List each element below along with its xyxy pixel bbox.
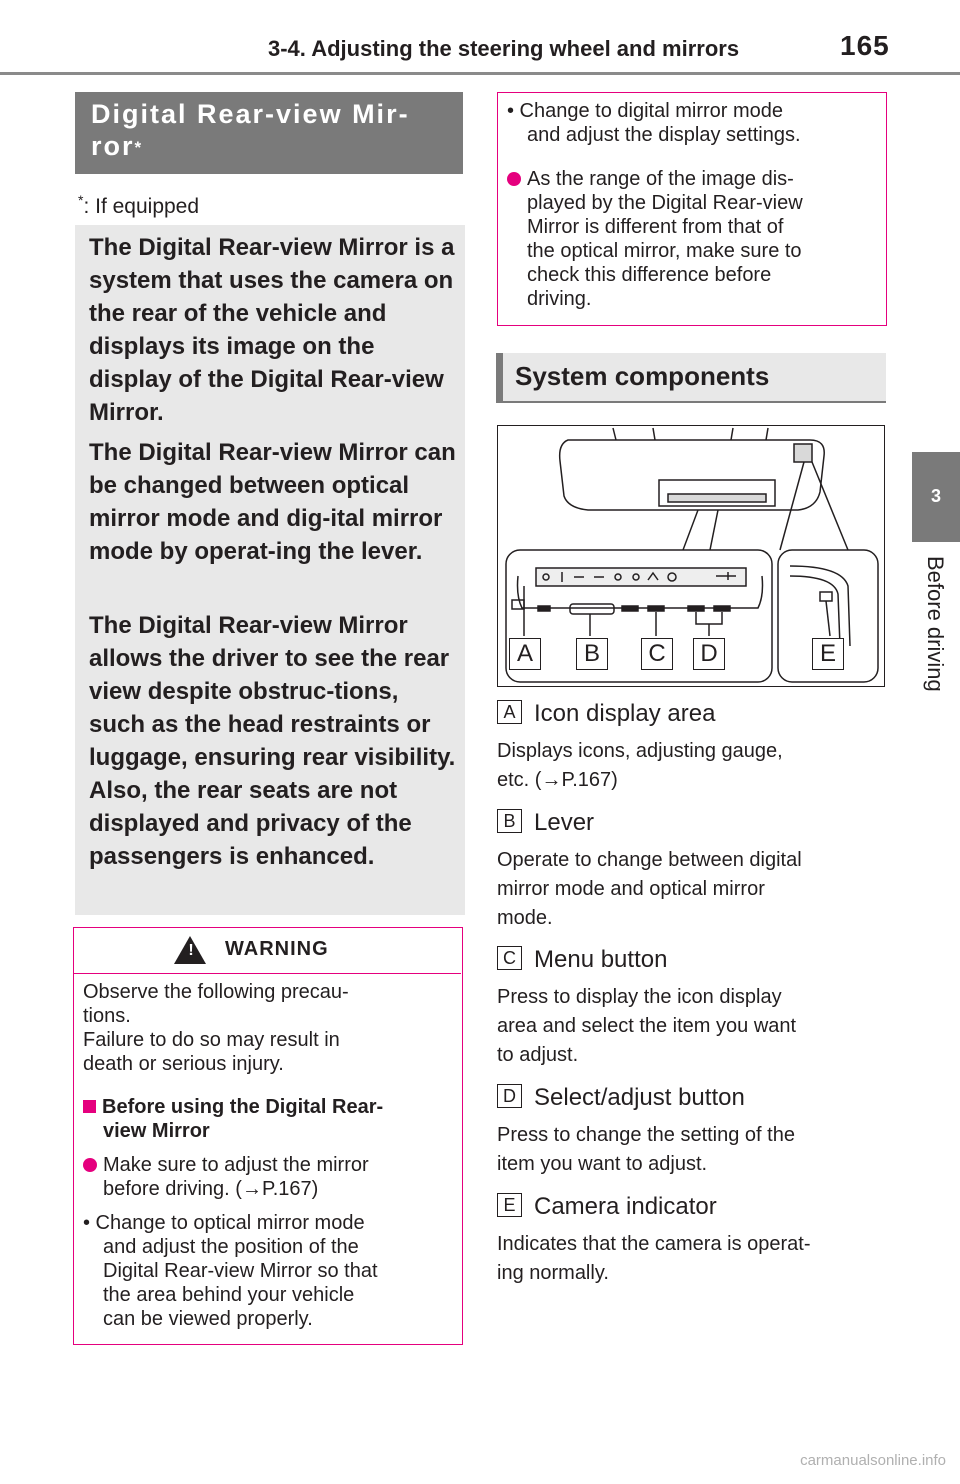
item-letter-d: D: [497, 1084, 522, 1108]
item-desc-b: [497, 846, 887, 933]
warning-bullet-line: Make sure to adjust the mirror: [103, 1154, 369, 1176]
chapter-tab-number: 3: [930, 486, 941, 506]
warning-continuation-box: [497, 92, 887, 326]
footnote-text: : If equipped: [83, 195, 200, 218]
footnote: [78, 192, 199, 219]
page-number: 165: [840, 30, 890, 61]
camera-indicator-shape: [794, 444, 812, 462]
item-desc-line: area and select the item you want: [497, 1015, 797, 1037]
item-desc-line: item you want to adjust.: [497, 1153, 708, 1175]
warning-dash-line: • Change to digital mirror mode: [507, 100, 784, 122]
warning-box: [73, 927, 463, 1345]
item-desc-a: [497, 737, 887, 795]
callout-label-e: E: [812, 638, 844, 670]
warning-intro-line: tions.: [83, 1005, 131, 1027]
icon-row: [536, 568, 746, 586]
warning-dash-1: [83, 1211, 378, 1331]
warning-bullet-line: the optical mirror, make sure to: [527, 240, 802, 262]
header-divider: [0, 72, 960, 75]
item-desc-line: Press to display the icon display: [497, 986, 782, 1008]
lead-paragraph-1: The Digital Rear-view Mirror is a system that uses the camera on the rear of the vehicle and displays its image on the display of the Digital Rear-view Mirror.: [89, 234, 455, 426]
item-desc-line: Indicates that the camera is operat-: [497, 1233, 811, 1255]
watermark: carmanualsonline.info: [800, 1452, 946, 1469]
item-desc-line: to adjust.: [497, 1044, 579, 1066]
warning-dash-line: can be viewed properly.: [103, 1308, 313, 1330]
warning-dash-2: [507, 99, 801, 147]
warning-bullet-line: driving.: [527, 288, 592, 310]
warning-intro-line: death or serious injury.: [83, 1053, 284, 1075]
chapter-tab-label: [914, 556, 958, 726]
warning-bullet-line: As the range of the image dis-: [527, 168, 794, 190]
lead-box: [75, 225, 465, 915]
warning-bullet-1: [83, 1153, 453, 1201]
section-heading-mark: *: [134, 138, 142, 157]
section-heading-text: [91, 98, 451, 162]
warning-dash-line: and adjust the position of the: [103, 1236, 359, 1258]
callout-label-c: C: [641, 638, 673, 670]
item-title-b: Lever: [534, 809, 595, 836]
mirror-diagram: [497, 425, 885, 687]
warning-bullet-line: before driving. (→P.167): [103, 1178, 319, 1200]
item-desc-c: [497, 983, 887, 1070]
warning-bullet-2: [507, 167, 879, 311]
warning-title: WARNING: [225, 938, 329, 960]
warning-dash-line: • Change to optical mirror mode: [83, 1212, 365, 1234]
item-desc-line: Operate to change between digital: [497, 849, 802, 871]
item-desc-e: [497, 1230, 887, 1288]
warning-intro-line: Observe the following precau-: [83, 981, 349, 1003]
callout-label-a: A: [509, 638, 541, 670]
square-bullet-icon: [83, 1100, 96, 1113]
warning-intro: [83, 980, 349, 1076]
item-desc-line: ing normally.: [497, 1262, 609, 1284]
warning-dash-line: and adjust the display settings.: [527, 124, 801, 146]
item-title-e: Camera indicator: [534, 1193, 717, 1220]
system-components-heading-text: System components: [515, 361, 770, 391]
callout-label-b: B: [576, 638, 608, 670]
item-desc-line: mirror mode and optical mirror: [497, 878, 765, 900]
warning-bullet-line: check this difference before: [527, 264, 772, 286]
chapter-tab-label-text: Before driving: [923, 556, 948, 692]
lead-paragraph-2: The Digital Rear-view Mirror can be changed between optical mirror mode and dig-ital mirror mode by operat-ing the lever.: [89, 439, 456, 565]
item-letter-a: A: [497, 700, 522, 724]
item-letter-e: E: [497, 1193, 522, 1217]
section-heading-line2: ror: [91, 131, 135, 161]
item-desc-line: Displays icons, adjusting gauge,: [497, 740, 783, 762]
warning-subheading-line: Before using the Digital Rear-: [102, 1096, 384, 1118]
round-bullet-icon: [83, 1158, 97, 1172]
lead-paragraph-3: The Digital Rear-view Mirror allows the driver to see the rear view despite obstruc-tions, such as the head restraints or luggage, ensuring rear visibility. Also, the rear seats are not displayed and privacy of the passengers is enhanced.: [89, 612, 456, 870]
lever-shape: [570, 604, 614, 614]
warning-intro-line: Failure to do so may result in: [83, 1029, 340, 1051]
item-title-c: Menu button: [534, 946, 668, 973]
callout-label-d: D: [693, 638, 725, 670]
section-heading-line1: Digital Rear-view Mir-: [91, 99, 410, 129]
item-desc-line: etc. (→P.167): [497, 769, 618, 791]
item-title-d: Select/adjust button: [534, 1084, 745, 1111]
warning-dash-line: Digital Rear-view Mirror so that: [103, 1260, 378, 1282]
item-desc-line: mode.: [497, 907, 553, 929]
warning-subheading: [83, 1095, 383, 1143]
item-title-a: Icon display area: [534, 700, 716, 727]
page-header-title: 3-4. Adjusting the steering wheel and mirrors: [268, 36, 740, 61]
warning-dash-line: the area behind your vehicle: [103, 1284, 355, 1306]
system-components-heading: [496, 353, 886, 403]
footnote-mark: *: [78, 192, 84, 208]
item-desc-d: [497, 1121, 887, 1179]
warning-header: [74, 928, 461, 974]
warning-bullet-line: played by the Digital Rear-view: [527, 192, 803, 214]
item-letter-c: C: [497, 946, 522, 970]
warning-exclamation-icon: !: [188, 942, 194, 959]
warning-subheading-line: view Mirror: [103, 1120, 210, 1142]
round-bullet-icon: [507, 172, 521, 186]
item-letter-b: B: [497, 809, 522, 833]
warning-bullet-line: Mirror is different from that of: [527, 216, 784, 238]
section-heading: [75, 92, 463, 174]
item-desc-line: Press to change the setting of the: [497, 1124, 795, 1146]
